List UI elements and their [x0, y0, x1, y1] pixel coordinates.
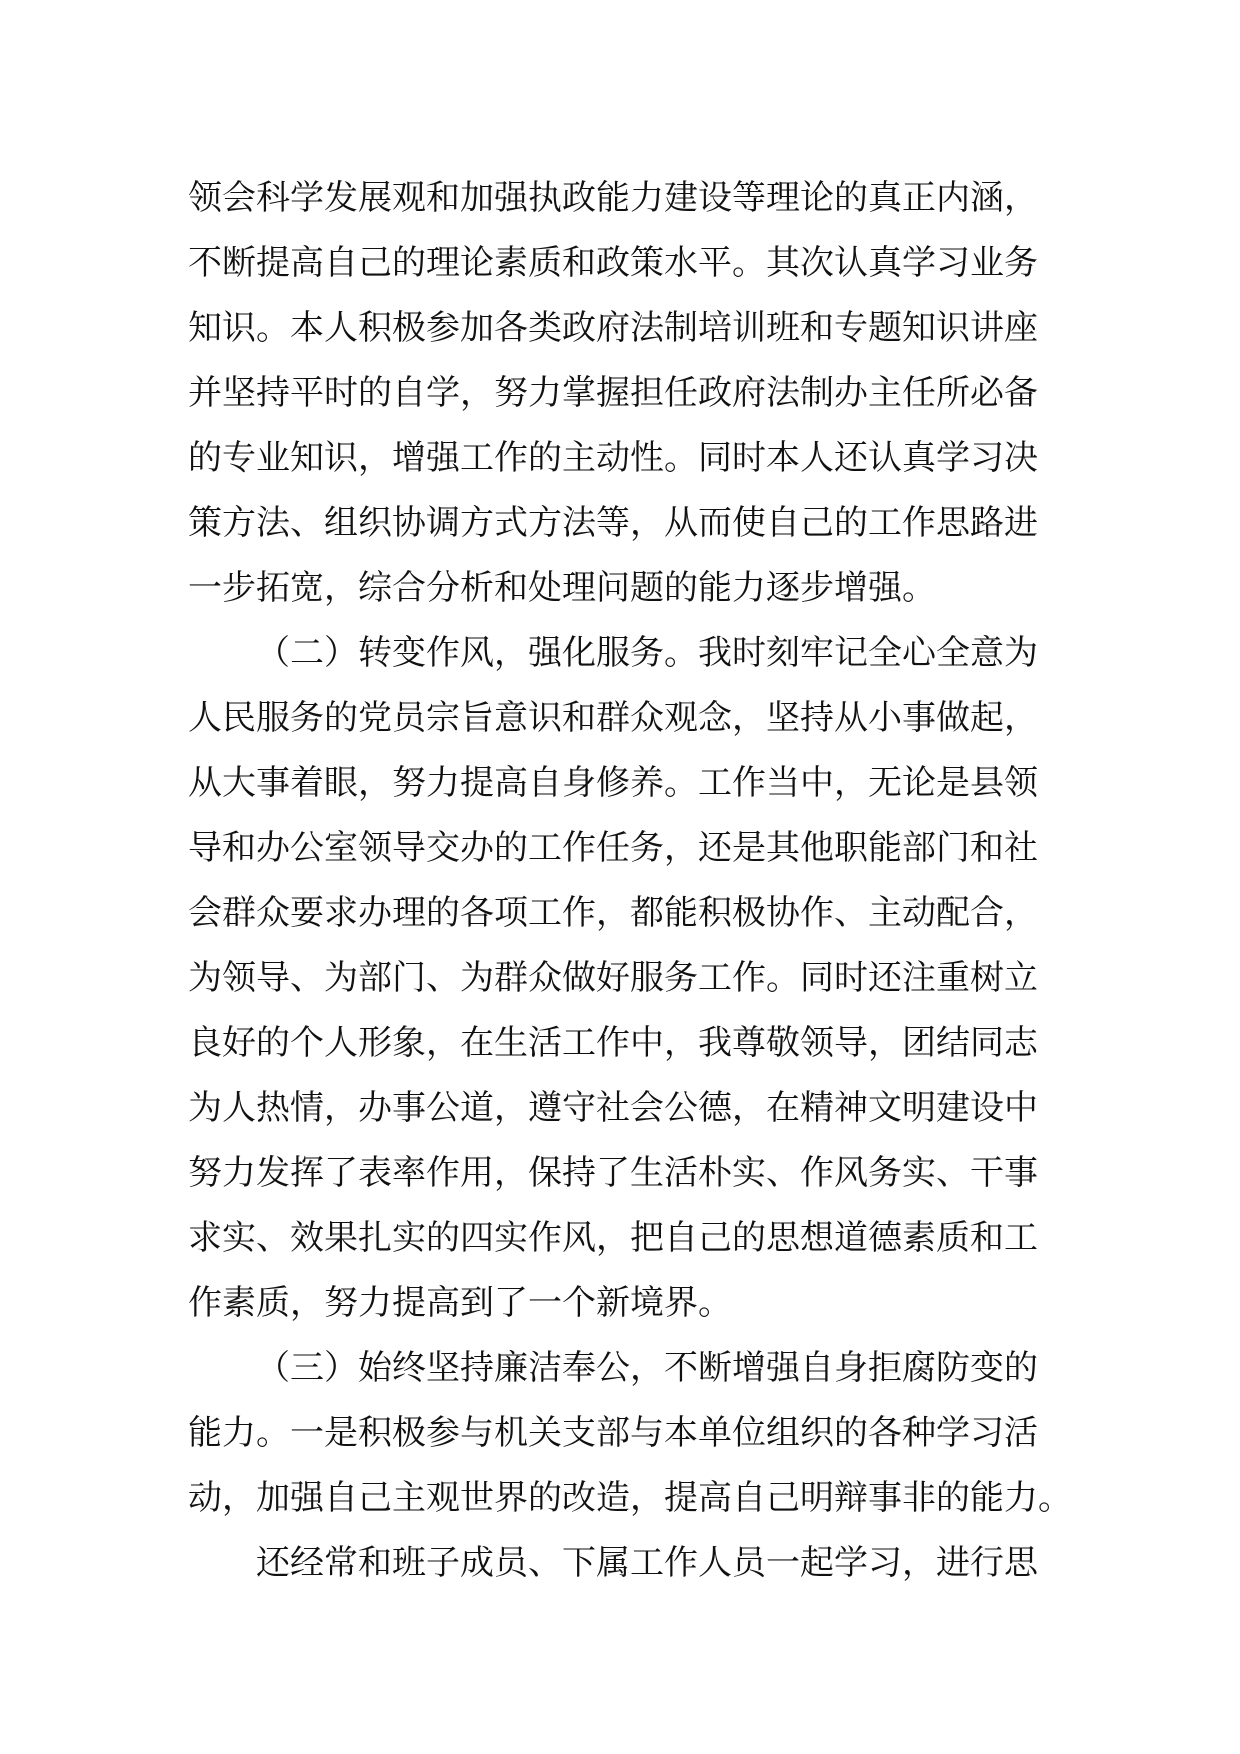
- text-line: 为人热情，办事公道，遵守社会公德，在精神文明建设中: [188, 1088, 1038, 1128]
- text-line: （二）转变作风，强化服务。我时刻牢记全心全意为: [256, 633, 1038, 673]
- text-line: 会群众要求办理的各项工作，都能积极协作、主动配合，: [188, 893, 1038, 933]
- text-line: 作素质，努力提高到了一个新境界。: [188, 1283, 732, 1323]
- paragraph-3: [188, 1336, 1072, 1531]
- text-line: 领会科学发展观和加强执政能力建设等理论的真正内涵，: [188, 178, 1038, 218]
- text-line: 求实、效果扎实的四实作风，把自己的思想道德素质和工: [188, 1218, 1038, 1258]
- text-line: 为领导、为部门、为群众做好服务工作。同时还注重树立: [188, 958, 1038, 998]
- text-line: 从大事着眼，努力提高自身修养。工作当中，无论是县领: [188, 763, 1038, 803]
- text-line: 一步拓宽，综合分析和处理问题的能力逐步增强。: [188, 568, 936, 608]
- text-line: 能力。一是积极参与机关支部与本单位组织的各种学习活: [188, 1413, 1038, 1453]
- text-line: 还经常和班子成员、下属工作人员一起学习，进行思: [256, 1543, 1038, 1583]
- text-line: 导和办公室领导交办的工作任务，还是其他职能部门和社: [188, 828, 1038, 868]
- text-line: 并坚持平时的自学，努力掌握担任政府法制办主任所必备: [188, 373, 1038, 413]
- text-line: 知识。本人积极参加各类政府法制培训班和专题知识讲座: [188, 308, 1038, 348]
- text-line: 动，加强自己主观世界的改造，提高自己明辩事非的能力。: [188, 1478, 1072, 1518]
- text-line: 策方法、组织协调方式方法等，从而使自己的工作思路进: [188, 503, 1038, 543]
- text-line: 良好的个人形象，在生活工作中，我尊敬领导，团结同志: [188, 1023, 1038, 1063]
- text-line: 的专业知识，增强工作的主动性。同时本人还认真学习决: [188, 438, 1038, 478]
- document-body: [188, 166, 1072, 1596]
- paragraph-1: [188, 166, 1058, 621]
- paragraph-2: [188, 621, 1058, 1336]
- text-line: 努力发挥了表率作用，保持了生活朴实、作风务实、干事: [188, 1153, 1038, 1193]
- paragraph-4: [188, 1531, 1058, 1596]
- text-line: 不断提高自己的理论素质和政策水平。其次认真学习业务: [188, 243, 1038, 283]
- text-line: （三）始终坚持廉洁奉公，不断增强自身拒腐防变的: [256, 1348, 1038, 1388]
- text-line: 人民服务的党员宗旨意识和群众观念，坚持从小事做起，: [188, 698, 1038, 738]
